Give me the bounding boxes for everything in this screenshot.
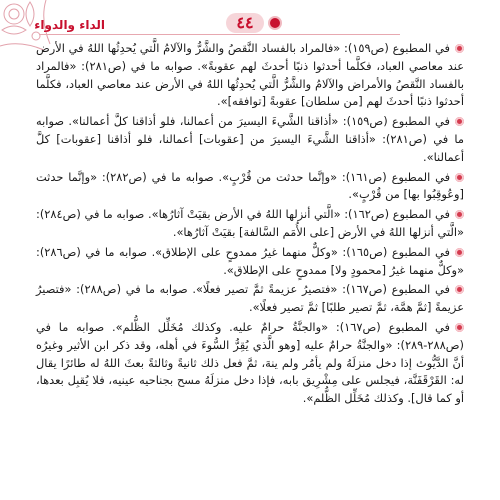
correction-paragraph — [36, 281, 464, 317]
correction-paragraph — [36, 169, 464, 205]
bullet-icon — [455, 173, 464, 182]
bullet-icon — [455, 210, 464, 219]
correction-paragraph — [36, 40, 464, 111]
page-number: ٤٤ — [226, 13, 263, 33]
correction-paragraph — [36, 206, 464, 242]
correction-paragraph — [36, 244, 464, 280]
paragraph-text: في المطبوع (ص١٦٢): «الَّتي أنزلها اللهُ في الأرض بقيَتْ آثارُها». صوابه ما في (ص٢٨٤): «الَّتي أنزلها اللهُ في الأرض [على الأُمَم السَّالفة] بقيَتْ آثارُها». — [36, 207, 464, 239]
bullet-icon — [455, 44, 464, 53]
main-text — [36, 40, 464, 410]
header-divider — [40, 34, 400, 35]
running-title: الداء والدواء — [34, 18, 105, 32]
bullet-icon — [455, 248, 464, 257]
paragraph-text: في المطبوع (ص١٦٥): «وكلٌّ منهما غيرُ ممدوحٍ على الإطلاق». صوابه ما في (ص٢٨٦): «وكلٌّ منهما غيرُ [محمودٍ ولا] ممدوحٍ على الإطلاق». — [36, 244, 464, 277]
paragraph-text: في المطبوع (ص١٥٩): «أذاقنا الشَّيءَ اليسيرَ من أعمالنا، فلو أذاقنا كلَّ أعمالنا». صوابه ما في (ص٢٨١): «أذاقنا الشَّيءَ اليسيرَ من [عقوبات] أعمالنا، فلو أذاقنا [عقوبات] كلَّ أعمالنا». — [36, 114, 464, 164]
correction-paragraph — [36, 319, 464, 408]
page-marker-icon — [268, 16, 282, 30]
bullet-icon — [455, 285, 464, 294]
page-number-badge — [217, 12, 291, 34]
paragraph-text: في المطبوع (ص١٦٧): «فتصيرُ عزيمةً ثمَّ تصير فعلًا». صوابه ما في (ص٢٨٨): «فتصيرُ عزيمةً [ثمَّ همَّة، ثمَّ تصير طلبًا] ثمَّ تصير فعلًا». — [36, 282, 464, 315]
paragraph-text: في المطبوع (ص١٥٩): «فالمراد بالفساد النَّقصُ والشَّرُّ والآلامُ الَّتي يُحدِثُها اللهُ في الأرض عند معاصي العباد، فكلَّما أحدثوا ذنبًا أحدثَ لهم عقوبةً». صوابه ما في (ص٢٨١): «فالمراد بالفساد النَّقصُ والأمراض والآلامُ والشَّرُّ الَّتي يُحدِثُها اللهُ في الأرض عند معاصي العباد، فكلَّما أحدثوا ذنبًا أحدثَ لهم [من سلطان] عقوبةً [توافقه]». — [36, 41, 464, 109]
bullet-icon — [455, 323, 464, 332]
bullet-icon — [455, 117, 464, 126]
correction-paragraph — [36, 113, 464, 166]
paragraph-text: في المطبوع (ص١٦١): «وإنَّما حدثت من قُرْبٍ». صوابه ما في (ص٢٨٢): «وإنَّما حدثت [وعُوقِبُوا بها] من قُرْبٍ». — [36, 169, 464, 202]
paragraph-text: في المطبوع (ص١٦٧): «والجنَّةُ حرامٌ عليه. وكذلك مُخَلِّل الظُّلم». صوابه ما في (ص٢٨٨-٢٨٩): «والجنَّةُ حرامٌ عليه [وهو الَّذي يُقِرُّ السُّوءَ في أهله، وقد ذكر ابن الأثير وغيرُه أنَّ الدَّيُّوث إذا دخل منزلَهُ ولم يأمُر ولم ينهَ، ثمَّ فعل ذلك ثانيةً وثالثةً بعثَ اللهُ له طائرًا يقال له: القَرْقَفَنَّة، فيجلس على مِشْرِيق بابه، فإذا دخل منزلَهُ مسح بجناحيه عينيه، فلا يُقبِل بعدها، أو كما قال]. وكذلك مُخَلِّل الظُّلم». — [36, 319, 464, 406]
